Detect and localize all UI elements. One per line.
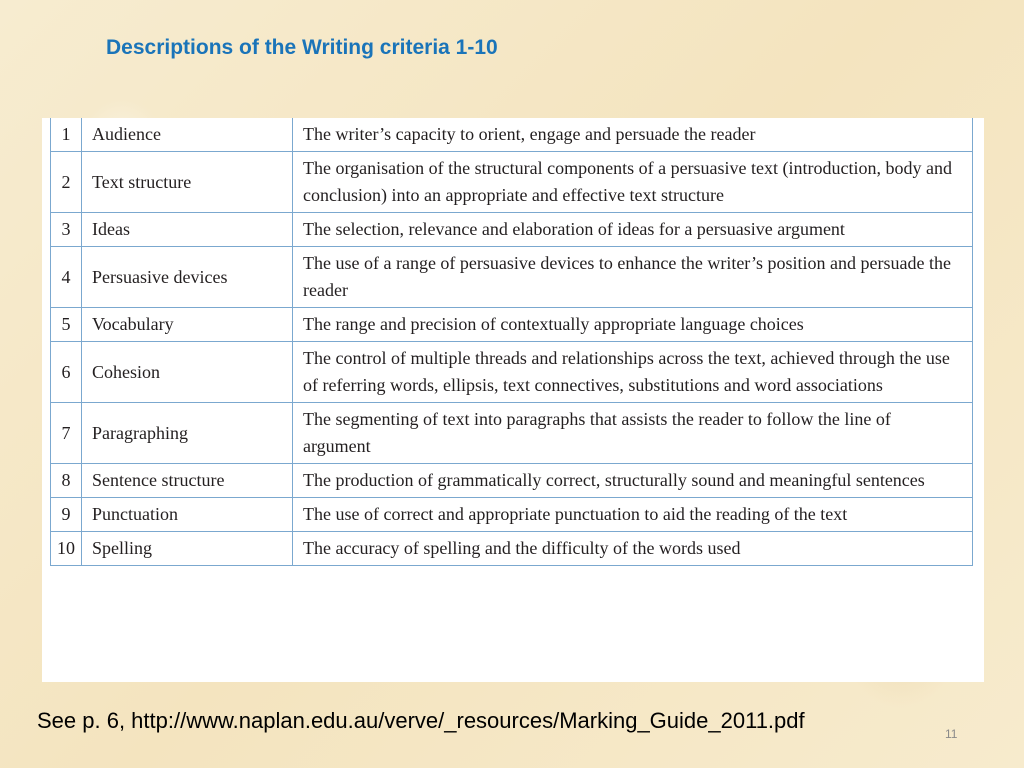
criterion-number: 4 bbox=[51, 247, 82, 308]
criteria-table-panel bbox=[42, 118, 984, 682]
criterion-name: Cohesion bbox=[82, 342, 293, 403]
criterion-number: 1 bbox=[51, 118, 82, 152]
criterion-description: The range and precision of contextually appropriate language choices bbox=[293, 308, 973, 342]
criterion-number: 5 bbox=[51, 308, 82, 342]
slide-title: Descriptions of the Writing criteria 1-10 bbox=[106, 36, 498, 59]
criterion-number: 6 bbox=[51, 342, 82, 403]
table-row bbox=[51, 308, 973, 342]
criterion-description: The writer’s capacity to orient, engage and persuade the reader bbox=[293, 118, 973, 152]
criterion-description: The control of multiple threads and relationships across the text, achieved through the use of referring words, ellipsis, text connectives, substitutions and word associations bbox=[293, 342, 973, 403]
table-row bbox=[51, 213, 973, 247]
table-row bbox=[51, 532, 973, 566]
footer-reference: See p. 6, http://www.naplan.edu.au/verve/_resources/Marking_Guide_2011.pdf bbox=[37, 708, 805, 733]
table-row bbox=[51, 247, 973, 308]
criterion-number: 2 bbox=[51, 152, 82, 213]
criterion-description: The selection, relevance and elaboration of ideas for a persuasive argument bbox=[293, 213, 973, 247]
criterion-description: The segmenting of text into paragraphs that assists the reader to follow the line of argument bbox=[293, 403, 973, 464]
criterion-description: The organisation of the structural components of a persuasive text (introduction, body and conclusion) into an appropriate and effective text structure bbox=[293, 152, 973, 213]
criterion-number: 10 bbox=[51, 532, 82, 566]
criterion-name: Text structure bbox=[82, 152, 293, 213]
criterion-description: The use of correct and appropriate punctuation to aid the reading of the text bbox=[293, 498, 973, 532]
table-row bbox=[51, 464, 973, 498]
criterion-name: Ideas bbox=[82, 213, 293, 247]
criterion-description: The accuracy of spelling and the difficulty of the words used bbox=[293, 532, 973, 566]
table-row bbox=[51, 152, 973, 213]
criterion-name: Spelling bbox=[82, 532, 293, 566]
criterion-name: Paragraphing bbox=[82, 403, 293, 464]
criterion-name: Punctuation bbox=[82, 498, 293, 532]
criteria-table bbox=[50, 118, 973, 566]
table-row bbox=[51, 342, 973, 403]
table-row bbox=[51, 498, 973, 532]
criterion-name: Audience bbox=[82, 118, 293, 152]
page-number: 11 bbox=[945, 727, 958, 741]
criterion-name: Persuasive devices bbox=[82, 247, 293, 308]
table-row bbox=[51, 118, 973, 152]
criterion-description: The use of a range of persuasive devices to enhance the writer’s position and persuade the reader bbox=[293, 247, 973, 308]
table-row bbox=[51, 403, 973, 464]
criterion-number: 9 bbox=[51, 498, 82, 532]
criterion-number: 8 bbox=[51, 464, 82, 498]
criterion-name: Vocabulary bbox=[82, 308, 293, 342]
criterion-description: The production of grammatically correct, structurally sound and meaningful sentences bbox=[293, 464, 973, 498]
criterion-number: 3 bbox=[51, 213, 82, 247]
criterion-name: Sentence structure bbox=[82, 464, 293, 498]
criterion-number: 7 bbox=[51, 403, 82, 464]
